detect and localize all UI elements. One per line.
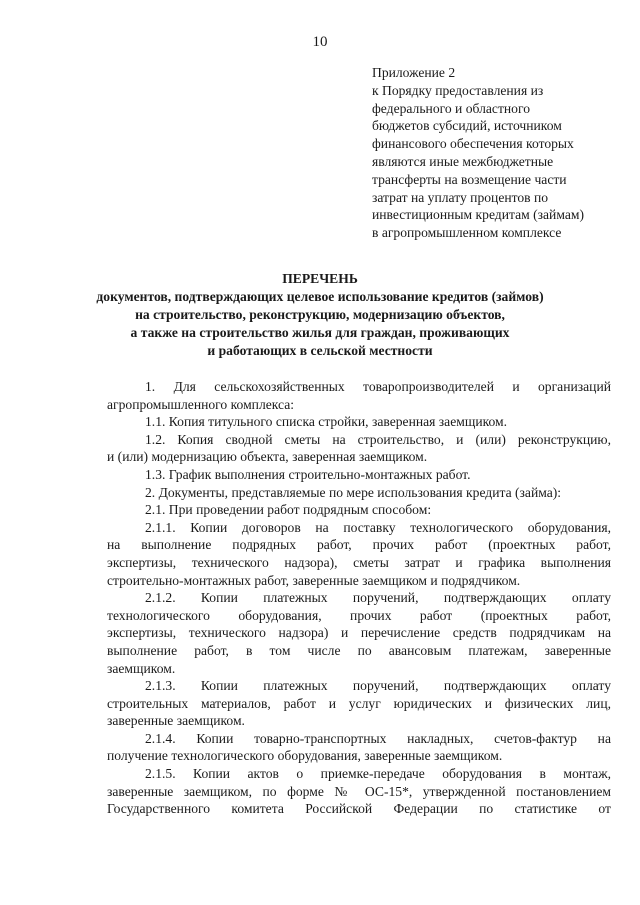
body-line: на выполнение подрядных работ, прочих работ (проектных работ, [107,537,611,553]
body-line: строительных материалов, работ и услуг юридических и физических лиц, [107,695,611,711]
appendix-line: инвестиционным кредитам (займам) [372,207,585,223]
body-line: заемщиком. [107,660,176,676]
body-line: 1.3. График выполнения строительно-монтажных работ. [145,466,471,482]
body-line: 2.1.1. Копии договоров на поставку технологического оборудования, [145,519,611,535]
body-line: 2.1.3. Копии платежных поручений, подтверждающих оплату [145,678,611,694]
body-line: заверенные заемщиком, по форме № ОС-15*, утвержденной постановлением [107,783,611,799]
document-subtitle-line: документов, подтверждающих целевое использование кредитов (займов) [96,289,544,304]
document-title-block [0,270,640,360]
body-line: 2.1.2. Копии платежных поручений, подтверждающих оплату [145,590,611,606]
body-line: 2.1. При проведении работ подрядным способом: [145,502,432,518]
body-line: технологического оборудования, прочих работ (проектных работ, [107,607,611,623]
body-line: 2. Документы, представляемые по мере использования кредита (займа): [145,484,562,500]
body-line: 1. Для сельскохозяйственных товаропроизводителей и организаций [145,379,611,394]
body-line: 2.1.4. Копии товарно-транспортных накладных, счетов-фактур на [145,730,611,746]
appendix-line: федерального и областного [372,100,530,116]
body-line: строительно-монтажных работ, заверенные заемщиком и подрядчиком. [107,572,521,588]
body-line: выполнение работ, в том числе по авансовым платежам, заверенные [107,642,611,658]
body-line: Государственного комитета Российской Федерации по статистике от [107,801,611,817]
body-line: экспертизы, технического надзора) и перечисление средств подрядчикам на [107,625,611,641]
body-line: 2.1.5. Копии актов о приемке-передаче оборудования в монтаж, [145,766,611,782]
appendix-line: финансового обеспечения которых [372,136,574,152]
document-subtitle-line: на строительство, реконструкцию, модернизацию объектов, [135,307,505,322]
body-line: и (или) модернизацию объекта, заверенная заемщиком. [107,449,428,465]
body-line: заверенные заемщиком. [107,713,245,729]
body-line: 1.2. Копия сводной сметы на строительство, и (или) реконструкцию, [145,431,611,447]
appendix-line: в агропромышленном комплексе [372,225,562,241]
appendix-line: к Порядку предоставления из [372,82,544,98]
appendix-note [372,64,622,242]
document-title: ПЕРЕЧЕНЬ [282,271,358,286]
body-line: 1.1. Копия титульного списка стройки, заверенная заемщиком. [145,414,508,430]
document-subtitle-line: а также на строительство жилья для граждан, проживающих [130,325,510,340]
appendix-line: бюджетов субсидий, источником [372,118,562,134]
body-line: агропромышленного комплекса: [107,396,295,412]
document-body [107,378,611,818]
body-line: экспертизы, технического надзора), сметы затрат и графика выполнения [107,554,611,570]
appendix-line: трансферты на возмещение части [372,171,567,187]
page-number: 10 [312,34,328,50]
appendix-line: затрат на уплату процентов по [372,189,549,205]
document-subtitle-line: и работающих в сельской местности [207,343,433,358]
appendix-line: являются иные межбюджетные [372,153,554,169]
appendix-line: Приложение 2 [372,65,456,80]
body-line: получение технологического оборудования, заверенные заемщиком. [107,748,503,764]
